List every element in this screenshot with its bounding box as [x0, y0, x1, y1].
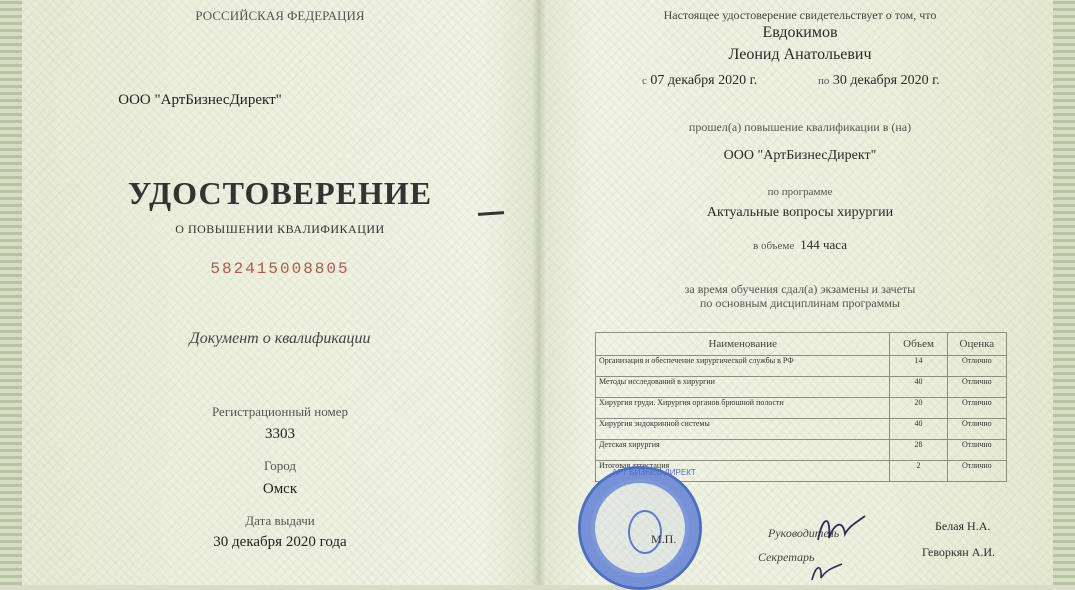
document-title: УДОСТОВЕРЕНИЕ: [127, 175, 433, 211]
period-from: [642, 73, 757, 89]
cell-subject: Хирургия груди. Хирургия органов брюшной полости: [596, 398, 890, 419]
training-organization: ООО "АртБизнесДирект": [723, 148, 877, 163]
program-label: по программе: [767, 186, 833, 198]
table-header-row: [596, 333, 1007, 356]
cell-subject: Хирургия эндокринной системы: [596, 419, 890, 440]
table-row: [596, 398, 1007, 419]
to-prefix: по: [818, 75, 830, 87]
period-to: [818, 73, 940, 89]
serial-number: 582415008805: [210, 260, 350, 278]
cell-hours: 28: [890, 440, 947, 461]
program-name: Актуальные вопросы хирургии: [706, 205, 894, 220]
right-ornamental-border: [1053, 0, 1075, 585]
cell-grade: Отлично: [947, 398, 1006, 419]
issue-date-value: 30 декабря 2020 года: [213, 534, 347, 550]
holder-name: Леонид Анатольевич: [728, 46, 872, 63]
ink-mark: [478, 211, 504, 216]
cell-subject: Детская хирургия: [596, 440, 890, 461]
cell-grade: Отлично: [947, 419, 1006, 440]
volume-label: в объеме: [753, 240, 795, 252]
certification-statement: Настоящее удостоверение свидетельствует о том, что: [663, 8, 937, 22]
grades-table: [595, 332, 1007, 482]
cell-subject: Организация и обеспечение хирургической службы в РФ: [596, 356, 890, 377]
reg-number-value: 3303: [265, 426, 295, 442]
exam-statement-line1: за время обучения сдал(а) экзамены и зачеты: [684, 282, 916, 296]
header-name: Наименование: [596, 333, 890, 356]
left-ornamental-border: [0, 0, 22, 585]
cell-subject: Итоговая аттестация: [596, 461, 890, 482]
secretary-name: Геворкян А.И.: [922, 545, 996, 559]
header-volume: Объем: [890, 333, 947, 356]
table-row: [596, 377, 1007, 398]
cell-grade: Отлично: [947, 461, 1006, 482]
cell-hours: 14: [890, 356, 947, 377]
document-type: Документ о квалификации: [189, 330, 371, 347]
cell-grade: Отлично: [947, 356, 1006, 377]
to-date: 30 декабря 2020 г.: [832, 73, 940, 88]
table-row: [596, 419, 1007, 440]
country-label: РОССИЙСКАЯ ФЕДЕРАЦИЯ: [195, 8, 365, 23]
volume-value: 144 часа: [800, 237, 847, 252]
director-name: Белая Н.А.: [935, 519, 991, 533]
from-date: 07 декабря 2020 г.: [650, 73, 758, 88]
secretary-signature: [808, 560, 848, 585]
header-grade: Оценка: [947, 333, 1006, 356]
from-prefix: с: [642, 75, 647, 87]
issue-date-label: Дата выдачи: [245, 513, 315, 528]
city-value: Омск: [262, 481, 298, 497]
cell-hours: 40: [890, 377, 947, 398]
holder-surname: Евдокимов: [762, 24, 838, 41]
table-row: [596, 356, 1007, 377]
cell-hours: 40: [890, 419, 947, 440]
director-role-label: Руководитель: [768, 526, 840, 540]
issuer-organization: ООО "АртБизнесДирект": [118, 92, 282, 108]
book-gutter: [532, 0, 546, 585]
director-signature: [813, 510, 873, 550]
cell-grade: Отлично: [947, 377, 1006, 398]
cell-hours: 20: [890, 398, 947, 419]
city-label: Город: [263, 458, 297, 473]
secretary-role-label: Секретарь: [758, 550, 815, 564]
passed-statement: прошел(а) повышение квалификации в (на): [688, 120, 912, 134]
seal-place-label: М.П.: [651, 532, 677, 546]
cell-subject: Методы исследований в хирургии: [596, 377, 890, 398]
document-subtitle: О ПОВЫШЕНИИ КВАЛИФИКАЦИИ: [175, 222, 385, 236]
cell-grade: Отлично: [947, 440, 1006, 461]
exam-statement-line2: по основным дисциплинам программы: [699, 296, 900, 310]
table-row: [596, 440, 1007, 461]
cell-hours: 2: [890, 461, 947, 482]
seal-text: АРТ БИЗНЕС ДИРЕКТ: [612, 468, 696, 477]
reg-number-label: Регистрационный номер: [212, 404, 348, 419]
volume-line: [560, 237, 1040, 253]
